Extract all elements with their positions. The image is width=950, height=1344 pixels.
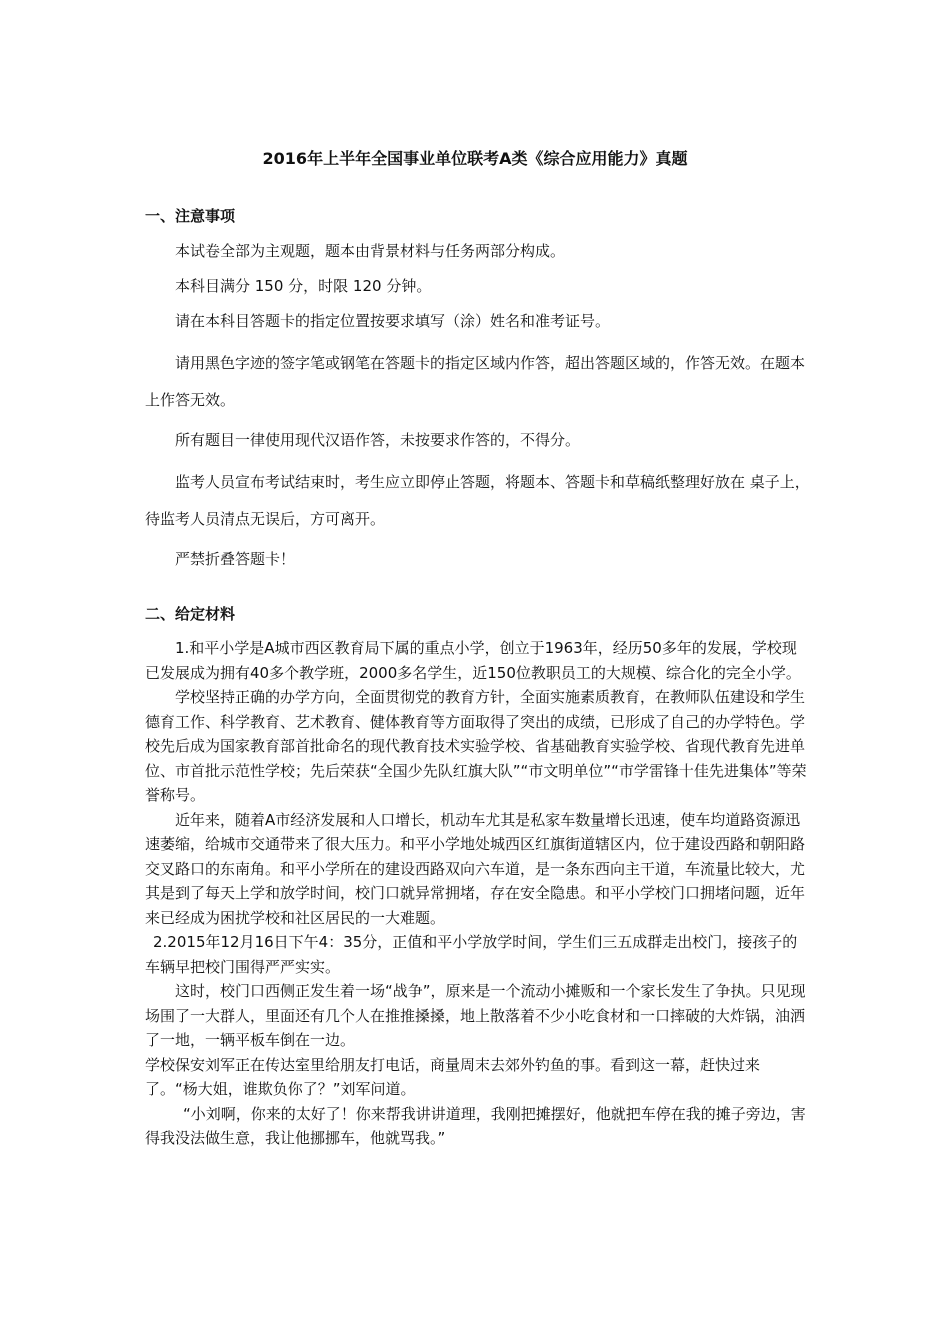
notice-list: [145, 240, 810, 583]
material-paragraph: 这时，校门口西侧正发生着一场“战争”，原来是一个流动小摊贩和一个家长发生了争执。只见现场围了一大群人，里面还有几个人在推推搡搡，地上散落着不少小吃食材和一口摔破的大炸锅，油洒了一地，一辆平板车倒在一边。: [145, 982, 806, 1049]
section-heading-notice: 一、注意事项: [145, 207, 236, 225]
material-paragraph: 1.和平小学是A城市西区教育局下属的重点小学，创立于1963年，经历50多年的发展，学校现已发展成为拥有40多个教学班，2000多名学生，近150位教职员工的大规模、综合化的完全小学。: [145, 639, 801, 682]
notice-item: 本科目满分 150 分，时限 120 分钟。: [175, 277, 432, 295]
section-heading-material: 二、给定材料: [145, 605, 236, 623]
notice-item: 请在本科目答题卡的指定位置按要求填写（涂）姓名和准考证号。: [175, 312, 611, 330]
material-paragraph: 学校保安刘军正在传达室里给朋友打电话，商量周末去郊外钓鱼的事。看到这一幕，赶快过来了。“杨大姐，谁欺负你了？”刘军问道。: [145, 1055, 761, 1098]
material-paragraph: 2.2015年12月16日下午4：35分，正值和平小学放学时间，学生们三五成群走出校门，接孩子的车辆早把校门围得严严实实。: [145, 933, 798, 976]
notice-item: 本试卷全部为主观题，题本由背景材料与任务两部分构成。: [175, 242, 566, 260]
notice-item: 请用黑色字迹的签字笔或钢笔在答题卡的指定区域内作答，超出答题区域的，作答无效。在题本上作答无效。: [145, 354, 806, 409]
notice-item: 所有题目一律使用现代汉语作答，未按要求作答的，不得分。: [175, 431, 581, 449]
notice-item: 严禁折叠答题卡！: [175, 550, 296, 568]
material-paragraph: 近年来，随着A市经济发展和人口增长，机动车尤其是私家车数量增长迅速，使车均道路资源迅速萎缩，给城市交通带来了很大压力。和平小学地处城西区红旗街道辖区内，位于建设西路和朝阳路交叉路口的东南角。和平小学所在的建设西路双向六车道，是一条东西向主干道，车流量比较大，尤其是到了每天上学和放学时间，校门口就异常拥堵，存在安全隐患。和平小学校门口拥堵问题，近年来已经成为困扰学校和社区居民的一大难题。: [145, 810, 806, 927]
material-paragraph: 学校坚持正确的办学方向，全面贯彻党的教育方针，全面实施素质教育，在教师队伍建设和学生德育工作、科学教育、艺术教育、健体教育等方面取得了突出的成绩，已形成了自己的办学特色。学校先后成为国家教育部首批命名的现代教育技术实验学校、省基础教育实验学校、省现代教育先进单位、市首批示范性学校；先后荣获“全国少先队红旗大队”“市文明单位”“市学雷锋十佳先进集体”等荣誉称号。: [145, 688, 807, 804]
material-body: [145, 636, 810, 1151]
notice-item: 监考人员宣布考试结束时，考生应立即停止答题，将题本、答题卡和草稿纸整理好放在 桌子上，待监考人员清点无误后，方可离开。: [145, 473, 810, 528]
document-title: 2016年上半年全国事业单位联考A类《综合应用能力》真题: [262, 149, 688, 168]
material-paragraph: “小刘啊，你来的太好了！你来帮我讲讲道理，我刚把摊摆好，他就把车停在我的摊子旁边，害得我没法做生意，我让他挪挪车，他就骂我。”: [145, 1104, 806, 1147]
